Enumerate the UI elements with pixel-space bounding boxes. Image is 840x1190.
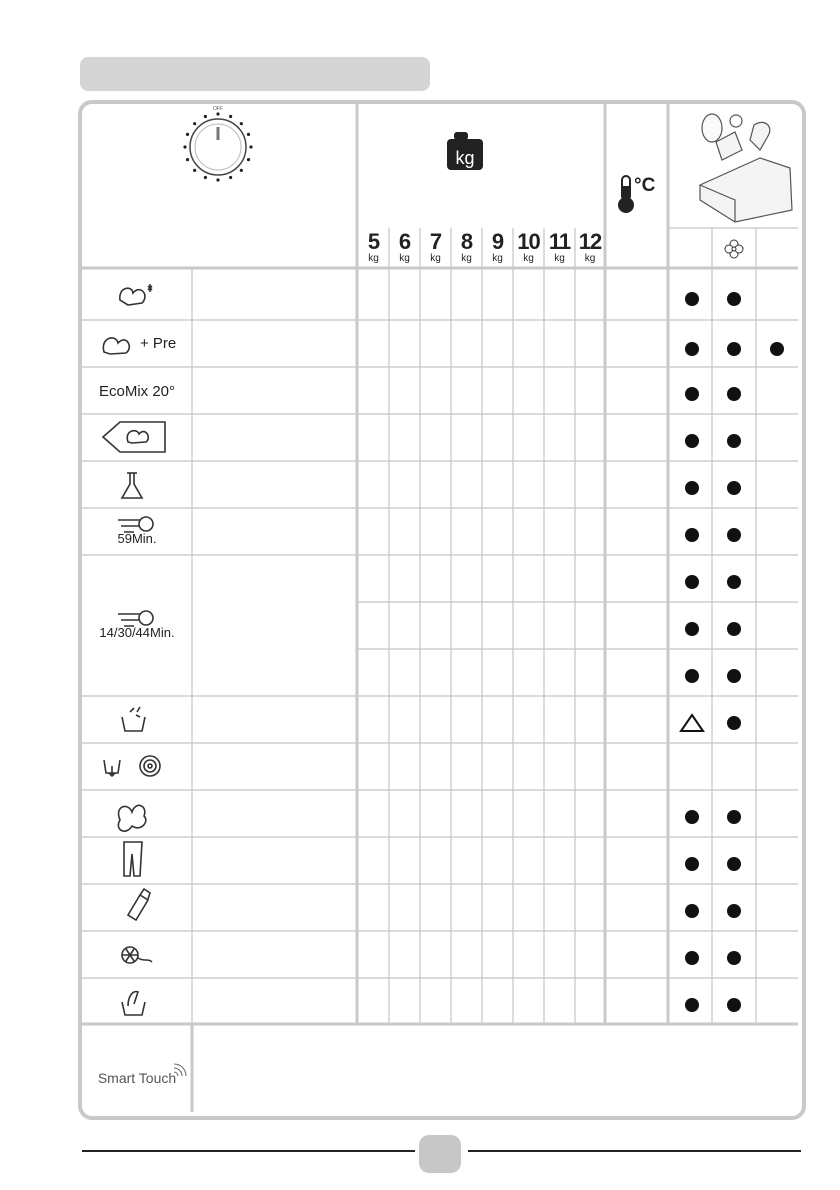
footer-line-left: [82, 1150, 415, 1152]
compartment-dot: [727, 528, 741, 542]
load-size-12kg: [575, 231, 605, 264]
compartment-dot: [685, 669, 699, 683]
dial-off-label: OFF: [213, 106, 223, 112]
load-size-6kg: [389, 231, 420, 264]
load-size-unit: kg: [430, 253, 441, 264]
cotton-icon: [103, 338, 129, 354]
kg-icon-label: kg: [455, 148, 475, 168]
program-label: 14/30/44Min.: [99, 625, 175, 640]
delicate-icon: [118, 805, 145, 831]
compartment-dot: [685, 857, 699, 871]
wool-icon: [122, 947, 152, 963]
compartment-dot: [685, 342, 699, 356]
quick-wash-14-icon: [118, 611, 153, 626]
program-label: + Pre: [140, 335, 177, 352]
compartment-dot: [727, 998, 741, 1012]
program-label: EcoMix 20°: [98, 383, 176, 400]
compartment-dot: [685, 481, 699, 495]
load-size-unit: kg: [399, 253, 410, 264]
cotton-tag-icon: [103, 422, 165, 452]
optional-triangle-icon: [679, 713, 705, 733]
load-size-10kg: [513, 231, 544, 264]
compartment-dot: [770, 342, 784, 356]
thermometer-icon: [618, 176, 634, 213]
hand-wash-icon: [122, 992, 145, 1015]
page-number-tab: [419, 1135, 461, 1173]
compartment-dot: [727, 481, 741, 495]
program-dial-icon: [183, 106, 252, 182]
compartment-dot: [685, 904, 699, 918]
load-size-unit: kg: [584, 253, 596, 264]
compartment-dot: [685, 292, 699, 306]
smart-touch-label: Smart Touch: [97, 1070, 177, 1086]
load-size-number: 7: [429, 229, 442, 254]
load-weight-icon: [447, 132, 483, 170]
load-size-8kg: [451, 231, 482, 264]
program-label: 59Min.: [117, 531, 157, 546]
load-size-unit: kg: [523, 253, 534, 264]
compartment-dot: [727, 387, 741, 401]
load-size-11kg: [544, 231, 575, 264]
load-size-unit: kg: [368, 253, 379, 264]
load-size-number: 11: [548, 229, 571, 254]
cotton-star-icon: [120, 284, 152, 305]
footer-line-right: [468, 1150, 801, 1152]
load-size-number: 5: [367, 229, 380, 254]
compartment-dot: [727, 434, 741, 448]
load-size-5kg: [358, 231, 389, 264]
jeans-icon: [124, 842, 142, 876]
load-size-number: 10: [517, 229, 540, 254]
compartment-dot: [685, 387, 699, 401]
detergent-drawer-icon: [700, 114, 792, 222]
compartment-dot: [685, 434, 699, 448]
load-size-number: 9: [491, 229, 504, 254]
compartment-dot: [727, 857, 741, 871]
compartment-dot: [727, 904, 741, 918]
compartment-dot: [727, 716, 741, 730]
rinse-icon: [122, 707, 145, 731]
load-size-9kg: [482, 231, 513, 264]
baby-bottle-icon: [128, 889, 150, 920]
compartment-dot: [727, 342, 741, 356]
compartment-dot: [727, 575, 741, 589]
compartment-dot: [685, 622, 699, 636]
temperature-label: °C: [634, 175, 656, 196]
load-size-unit: kg: [554, 253, 565, 264]
compartment-dot: [685, 951, 699, 965]
quick-wash-59-icon: [118, 517, 153, 532]
compartment-dot: [727, 810, 741, 824]
load-size-number: 6: [398, 229, 411, 254]
compartment-dot: [685, 998, 699, 1012]
compartment-dot: [685, 528, 699, 542]
compartment-dot: [727, 951, 741, 965]
compartment-dot: [727, 622, 741, 636]
load-size-number: 8: [460, 229, 473, 254]
load-size-unit: kg: [492, 253, 503, 264]
load-size-7kg: [420, 231, 451, 264]
flask-icon: [122, 473, 142, 498]
load-size-number: 12: [578, 229, 602, 254]
drain-spin-icon: [104, 756, 160, 776]
compartment-dot: [727, 292, 741, 306]
compartment-dot: [685, 810, 699, 824]
compartment-dot: [685, 575, 699, 589]
compartment-dot: [727, 669, 741, 683]
load-size-unit: kg: [461, 253, 472, 264]
softener-flower-icon: [725, 240, 743, 258]
